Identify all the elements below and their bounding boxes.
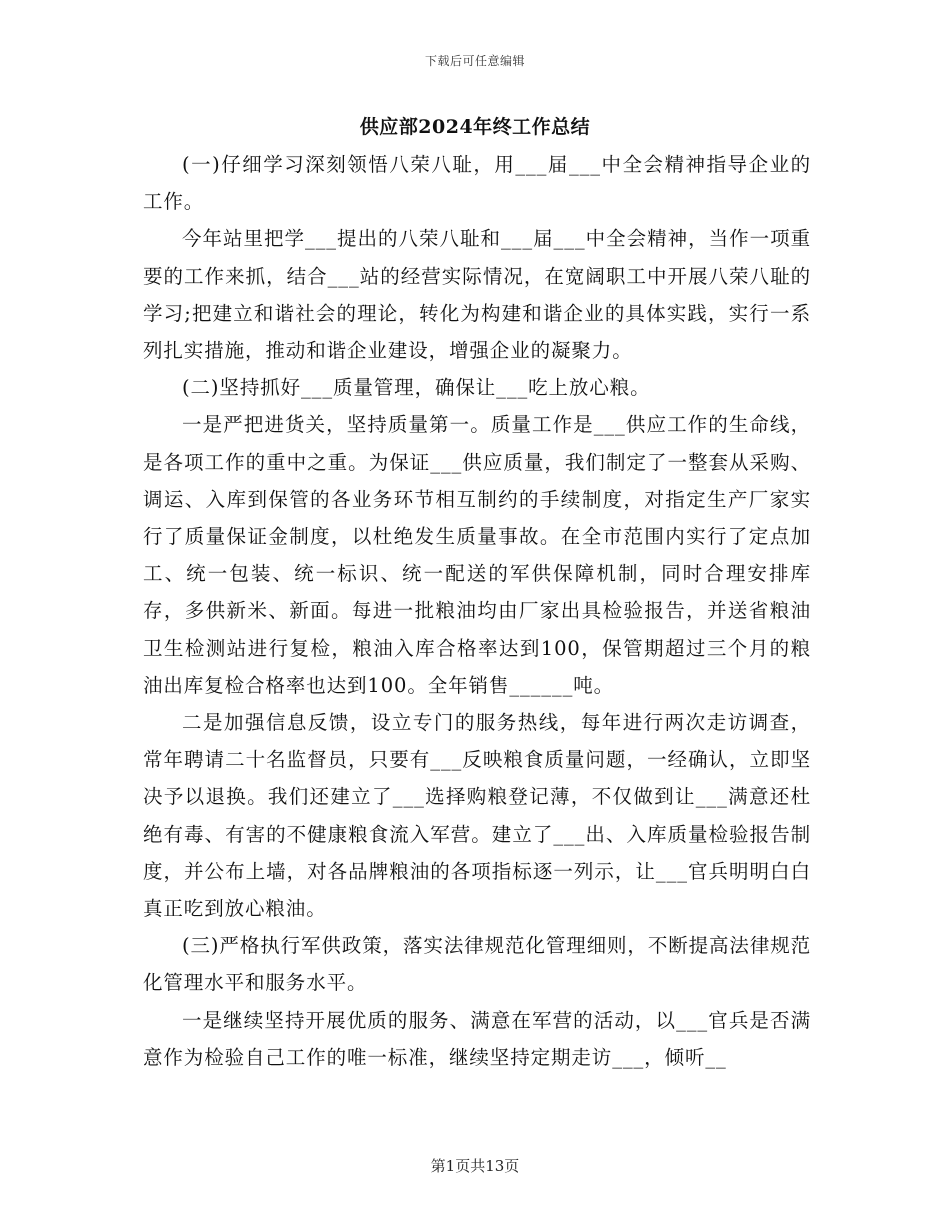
paragraph: 二是加强信息反馈，设立专门的服务热线，每年进行两次走访调查，常年聘请二十名监督员，只要有___反映粮食质量问题，一经确认，立即坚决予以退换。我们还建立了___选择购粮登记薄，不仅做到让___满意还杜绝有毒、有害的不健康粮食流入军营。建立了___出、入库质量检验报告制度，并公布上墙，对各品牌粮油的各项指标逐一列示，让___官兵明明白白真正吃到放心粮油。 [143, 711, 811, 921]
paragraph: (二)坚持抓好___质量管理，确保让___吃上放心粮。 [182, 376, 651, 400]
paragraph: (一)仔细学习深刻领悟八荣八耻，用___届___中全会精神指导企业的工作。 [143, 153, 811, 214]
header-note: 下载后可任意编辑 [424, 54, 525, 68]
page-number: 第1页共13页 [430, 1157, 520, 1175]
document-body [143, 146, 811, 1076]
paragraph: (三)严格执行军供政策，落实法律规范化管理细则，不断提高法律规范化管理水平和服务水平。 [143, 934, 812, 995]
paragraph: 一是继续坚持开展优质的服务、满意在军营的活动，以___官兵是否满意作为检验自己工作的唯一标准，继续坚持定期走访___，倾听__ [143, 1008, 811, 1069]
paragraph: 一是严把进货关，坚持质量第一。质量工作是___供应工作的生命线，是各项工作的重中之重。为保证___供应质量，我们制定了一整套从采购、调运、入库到保管的各业务环节相互制约的手续制度，对指定生产厂家实行了质量保证金制度，以杜绝发生质量事故。在全市范围内实行了定点加工、统一包装、统一标识、统一配送的军供保障机制，同时合理安排库存，多供新米、新面。每进一批粮油均由厂家出具检验报告，并送省粮油卫生检测站进行复检，粮油入库合格率达到100，保管期超过三个月的粮油出库复检合格率也达到100。全年销售______吨。 [143, 413, 811, 697]
paragraph: 今年站里把学___提出的八荣八耻和___届___中全会精神，当作一项重要的工作来抓，结合___站的经营实际情况，在宽阔职工中开展八荣八耻的学习;把建立和谐社会的理论，转化为构建和谐企业的具体实践，实行一系列扎实措施，推动和谐企业建设，增强企业的凝聚力。 [143, 227, 811, 363]
document-title: 供应部2024年终工作总结 [359, 116, 591, 138]
